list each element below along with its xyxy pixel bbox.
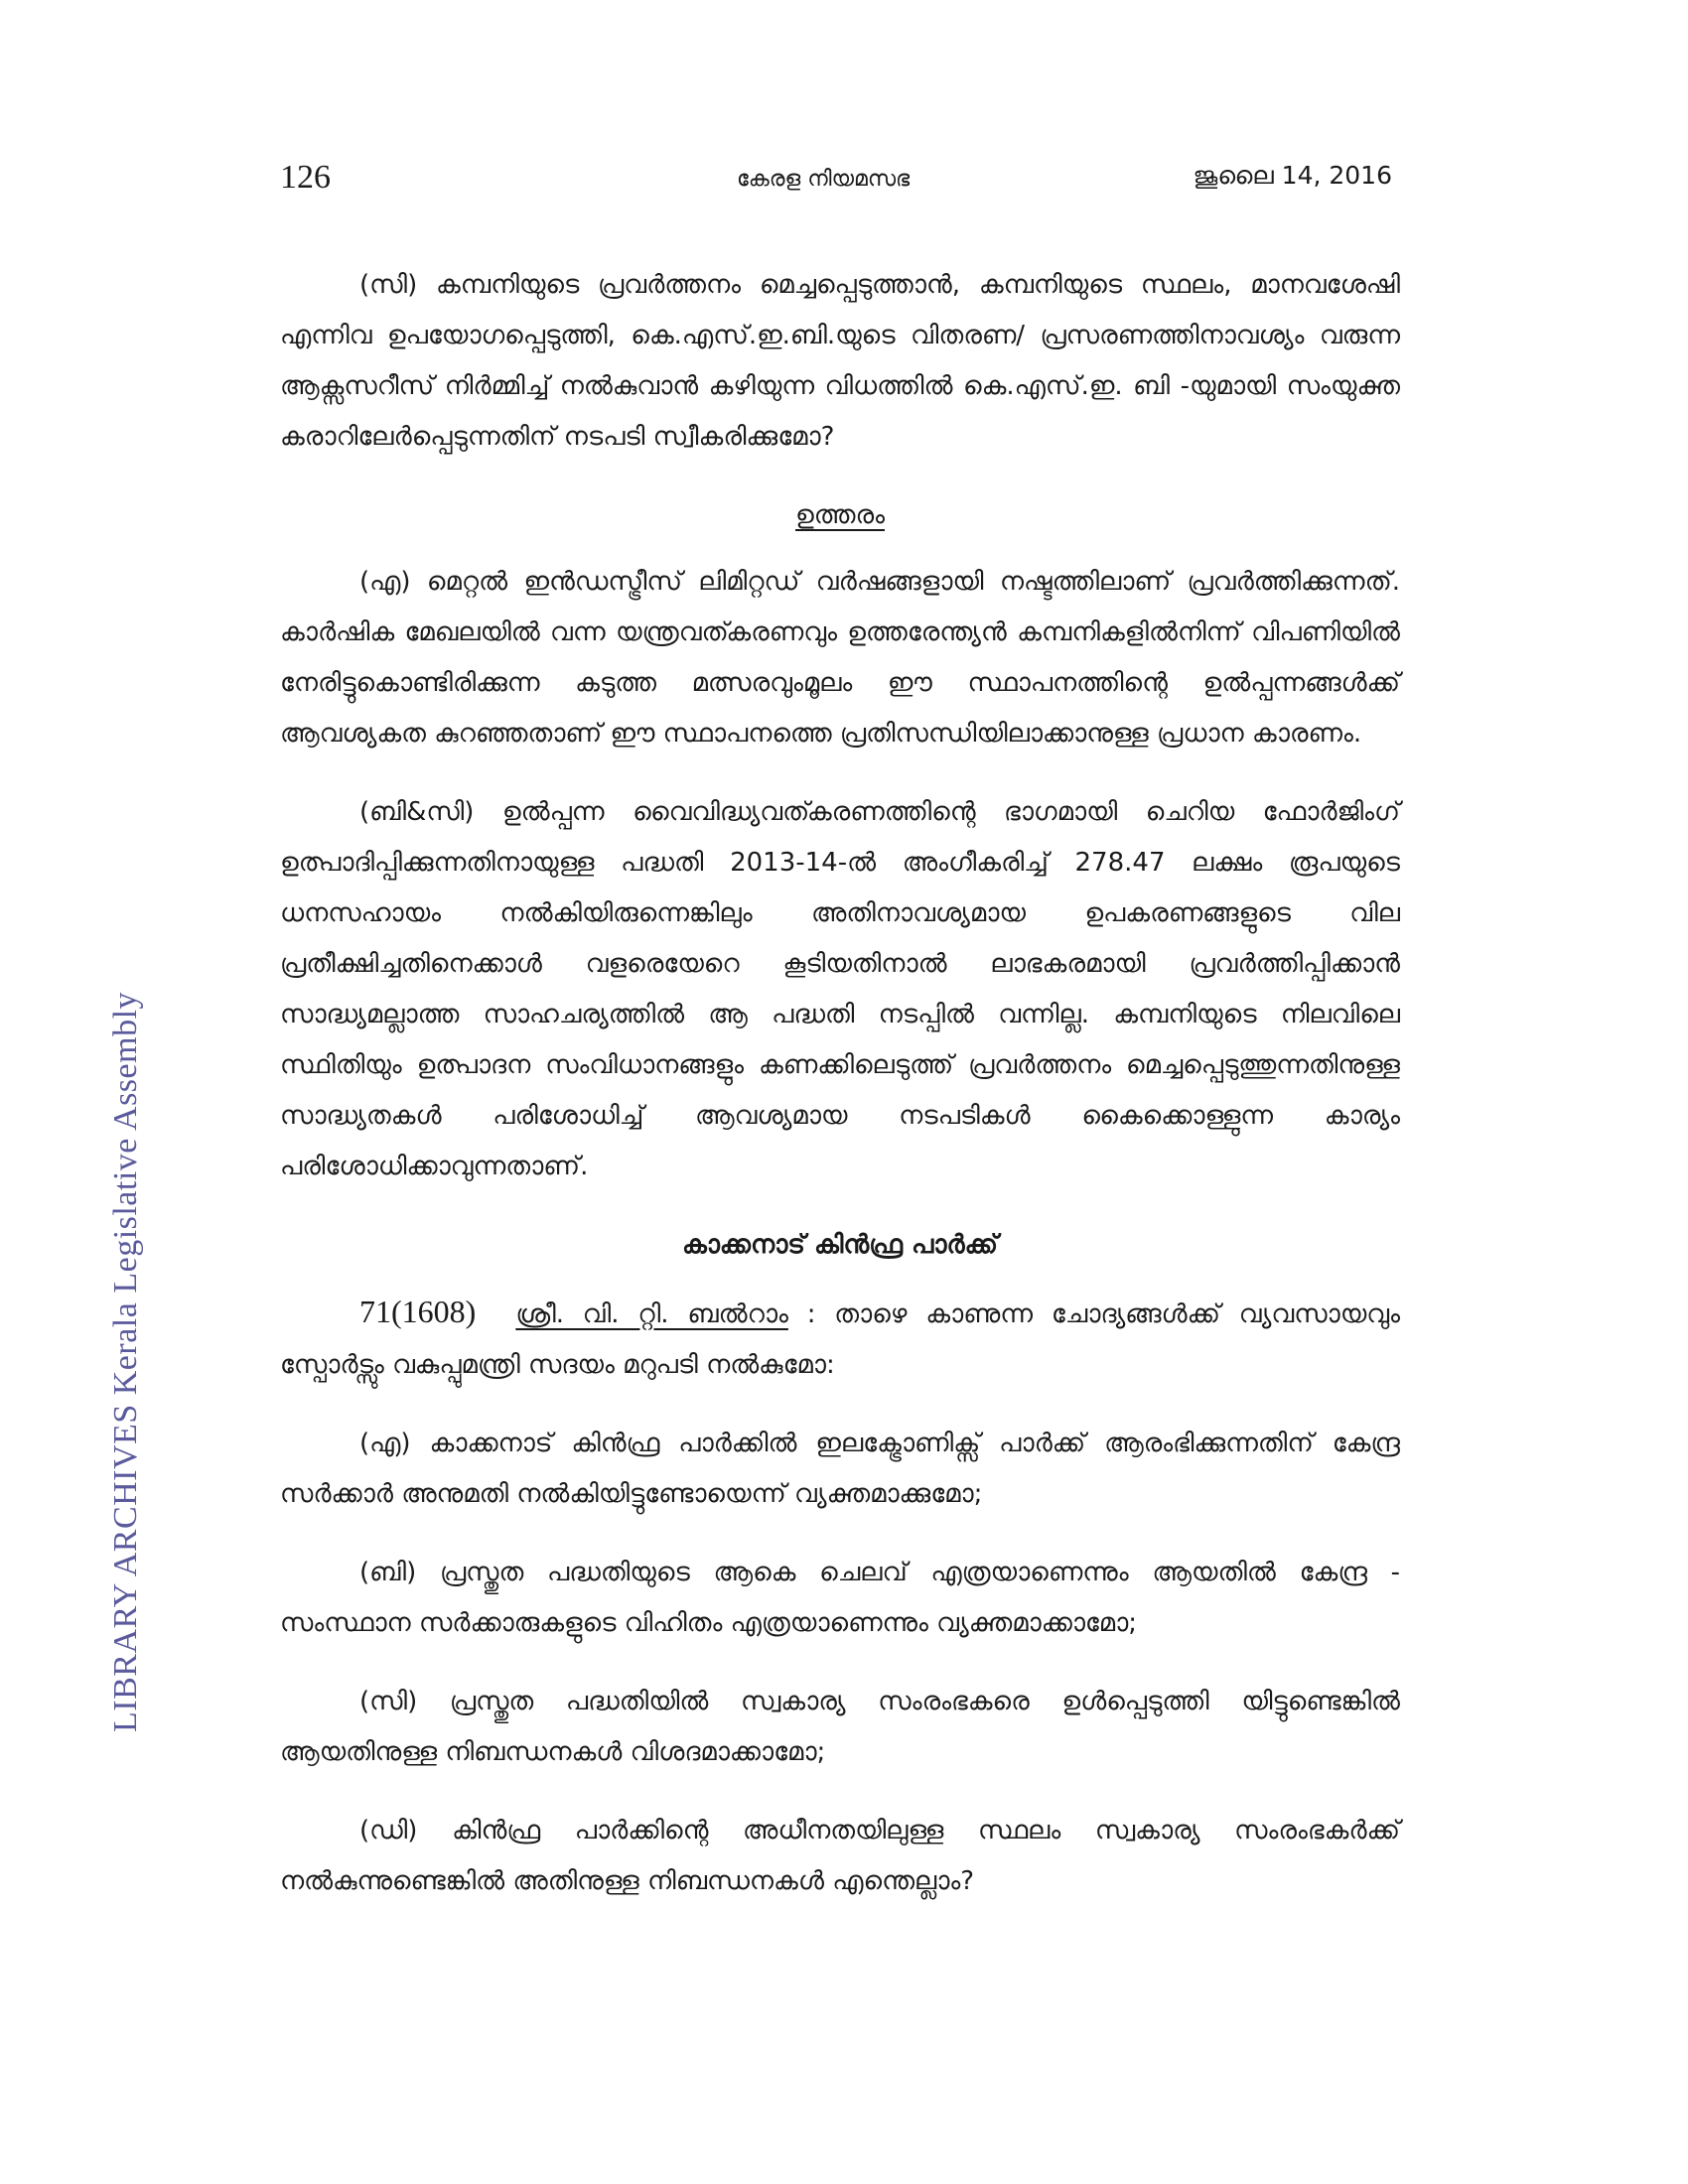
question-intro-text: : താഴെ കാണുന്ന ചോദ്യങ്ങൾക്ക് വ്യവസായവും സ്പോർട്സും വകുപ്പുമന്ത്രി സദയം മറുപടി നൽകുമോ: — [280, 1299, 1400, 1380]
question-number: 71(1608) — [359, 1294, 477, 1329]
header-title: കേരള നിയമസഭ — [737, 167, 911, 192]
answer-a-paragraph: (എ) മെറ്റൽ ഇൻഡസ്ട്രീസ് ലിമിറ്റഡ് വർഷങ്ങളായി നഷ്ടത്തിലാണ് പ്രവർത്തിക്കുന്നത്. കാർഷിക മേഖലയിൽ വന്ന യന്ത്രവത്കരണവും ഉത്തരേന്ത്യൻ കമ്പനികളിൽനിന്ന് വിപണിയിൽ നേരിട്ടുകൊണ്ടിരിക്കുന്ന കടുത്ത മത്സരവുംമൂലം ഈ സ്ഥാപനത്തിന്റെ ഉൽപ്പന്നങ്ങൾക്ക് ആവശ്യകത കുറഞ്ഞതാണ് ഈ സ്ഥാപനത്തെ പ്രതിസന്ധിയിലാക്കാനുള്ള പ്രധാന കാരണം. — [280, 567, 1400, 749]
header-date: ജൂലൈ 14, 2016 — [1193, 161, 1392, 190]
member-name: ശ്രീ. വി. റ്റി. ബൽറാം — [515, 1299, 788, 1329]
question-71-b: (ബി) പ്രസ്തുത പദ്ധതിയുടെ ആകെ ചെലവ് എത്രയാണെന്നും ആയതിൽ കേന്ദ്ര - സംസ്ഥാന സർക്കാരുകളുടെ വിഹിതം എത്രയാണെന്നും വ്യക്തമാക്കാമോ; — [280, 1558, 1400, 1638]
question-c-paragraph: (സി) കമ്പനിയുടെ പ്രവർത്തനം മെച്ചപ്പെടുത്താൻ, കമ്പനിയുടെ സ്ഥലം, മാനവശേഷി എന്നിവ ഉപയോഗപ്പെടുത്തി, കെ.എസ്.ഇ.ബി.യുടെ വിതരണ/ പ്രസരണത്തിനാവശ്യം വരുന്ന ആക്സസറീസ് നിർമ്മിച്ച് നൽകുവാൻ കഴിയുന്ന വിധത്തിൽ കെ.എസ്.ഇ. ബി -യുമായി സംയുക്ത കരാറിലേർപ്പെടുന്നതിന് നടപടി സ്വീകരിക്കുമോ? — [280, 270, 1400, 452]
archive-watermark: LIBRARY ARCHIVES Kerala Legislative Assembly — [107, 991, 144, 1732]
answer-bc-paragraph: (ബി&സി) ഉൽപ്പന്ന വൈവിദ്ധ്യവത്കരണത്തിന്റെ ഭാഗമായി ചെറിയ ഫോർജിംഗ് ഉത്പാദിപ്പിക്കുന്നതിനായുള്ള പദ്ധതി 2013-14-ൽ അംഗീകരിച്ച് 278.47 ലക്ഷം രൂപയുടെ ധനസഹായം നൽകിയിരുന്നെങ്കിലും അതിനാവശ്യമായ ഉപകരണങ്ങളുടെ വില പ്രതീക്ഷിച്ചതിനെക്കാൾ വളരെയേറെ കൂടിയതിനാൽ ലാഭകരമായി പ്രവർത്തിപ്പിക്കാൻ സാദ്ധ്യമല്ലാത്ത സാഹചര്യത്തിൽ ആ പദ്ധതി നടപ്പിൽ വന്നില്ല. കമ്പനിയുടെ നിലവിലെ സ്ഥിതിയും ഉത്പാദന സംവിധാനങ്ങളും കണക്കിലെടുത്ത് പ്രവർത്തനം മെച്ചപ്പെടുത്തുന്നതിനുള്ള സാദ്ധ്യതകൾ പരിശോധിച്ച് ആവശ്യമായ നടപടികൾ കൈക്കൊള്ളുന്ന കാര്യം പരിശോധിക്കാവുന്നതാണ്. — [280, 797, 1400, 1181]
page-header — [280, 159, 1392, 208]
page-number: 126 — [280, 159, 331, 196]
question-71-intro — [280, 1287, 1400, 1391]
answer-heading: ഉത്തരം — [795, 500, 885, 530]
page-content — [280, 260, 1400, 1935]
question-71-c: (സി) പ്രസ്തുത പദ്ധതിയിൽ സ്വകാര്യ സംരംഭകരെ ഉൾപ്പെടുത്തി യിട്ടുണ്ടെങ്കിൽ ആയതിനുള്ള നിബന്ധനകൾ വിശദമാക്കാമോ; — [280, 1687, 1400, 1767]
question-71-d: (ഡി) കിൻഫ്ര പാർക്കിന്റെ അധീനതയിലുള്ള സ്ഥലം സ്വകാര്യ സംരംഭകർക്ക് നൽകുന്നുണ്ടെങ്കിൽ അതിനുള്ള നിബന്ധനകൾ എന്തെല്ലാം? — [280, 1816, 1400, 1896]
section-title: കാക്കനാട് കിൻഫ്ര പാർക്ക് — [681, 1230, 999, 1260]
question-71-a: (എ) കാക്കനാട് കിൻഫ്ര പാർക്കിൽ ഇലക്ട്രോണിക്സ് പാർക്ക് ആരംഭിക്കുന്നതിന് കേന്ദ്ര സർക്കാർ അനുമതി നൽകിയിട്ടുണ്ടോയെന്ന് വ്യക്തമാക്കുമോ; — [280, 1429, 1400, 1509]
